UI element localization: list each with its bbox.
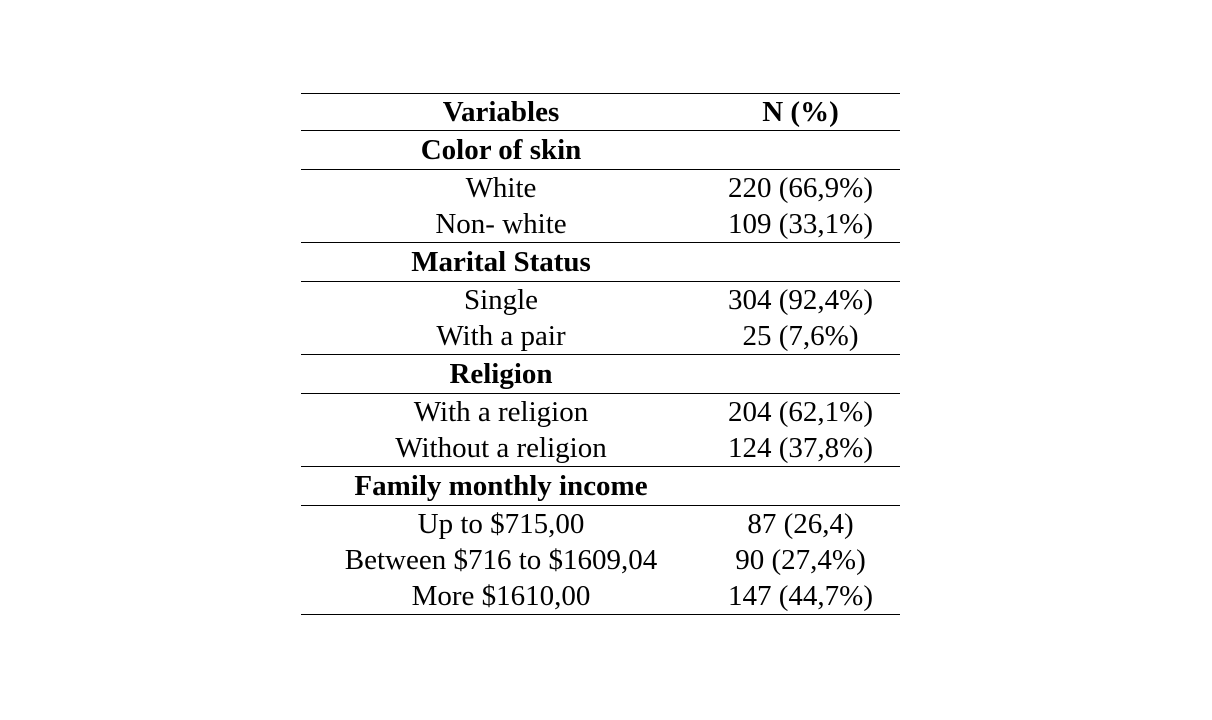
table-row [301,282,900,319]
row-value: 304 (92,4%) [728,283,873,316]
section-title: Marital Status [301,243,701,282]
header-n-percent: N (%) [701,94,900,131]
section-row-marital-status [301,243,900,282]
table-row [301,318,900,355]
section-empty-cell [701,131,900,170]
table-row [301,430,900,467]
header-variables: Variables [301,94,701,131]
section-row-color-of-skin [301,131,900,170]
row-label: With a pair [301,318,701,355]
table-row [301,206,900,243]
row-value: 25 (7,6%) [701,318,900,355]
demographics-table [301,93,900,615]
row-label: White [465,171,537,204]
row-label: Between $716 to $1609,04 [344,543,658,576]
row-label: Non- white [301,206,701,243]
section-empty-cell [701,243,900,282]
section-title: Religion [301,355,701,394]
table-row [301,170,900,207]
row-label: With a religion [413,395,589,428]
section-title: Family monthly income [301,467,701,506]
row-label: Without a religion [301,430,701,467]
table-row [301,506,900,543]
row-label: Up to $715,00 [417,507,585,540]
row-value: 109 (33,1%) [701,206,900,243]
section-empty-cell [701,355,900,394]
row-value: 147 (44,7%) [701,578,900,615]
row-value: 87 (26,4) [747,507,854,540]
row-value: 220 (66,9%) [728,171,873,204]
row-value: 124 (37,8%) [701,430,900,467]
table-row [301,578,900,615]
row-label: More $1610,00 [301,578,701,615]
row-value: 204 (62,1%) [728,395,873,428]
section-empty-cell [701,467,900,506]
section-row-religion [301,355,900,394]
row-value: 90 (27,4%) [735,543,866,576]
table-row [301,542,900,578]
section-title: Color of skin [301,131,701,170]
table-row [301,394,900,431]
demographics-table-container [301,93,900,615]
table-header-row [301,94,900,131]
row-label: Single [463,283,539,316]
section-row-family-monthly-income [301,467,900,506]
